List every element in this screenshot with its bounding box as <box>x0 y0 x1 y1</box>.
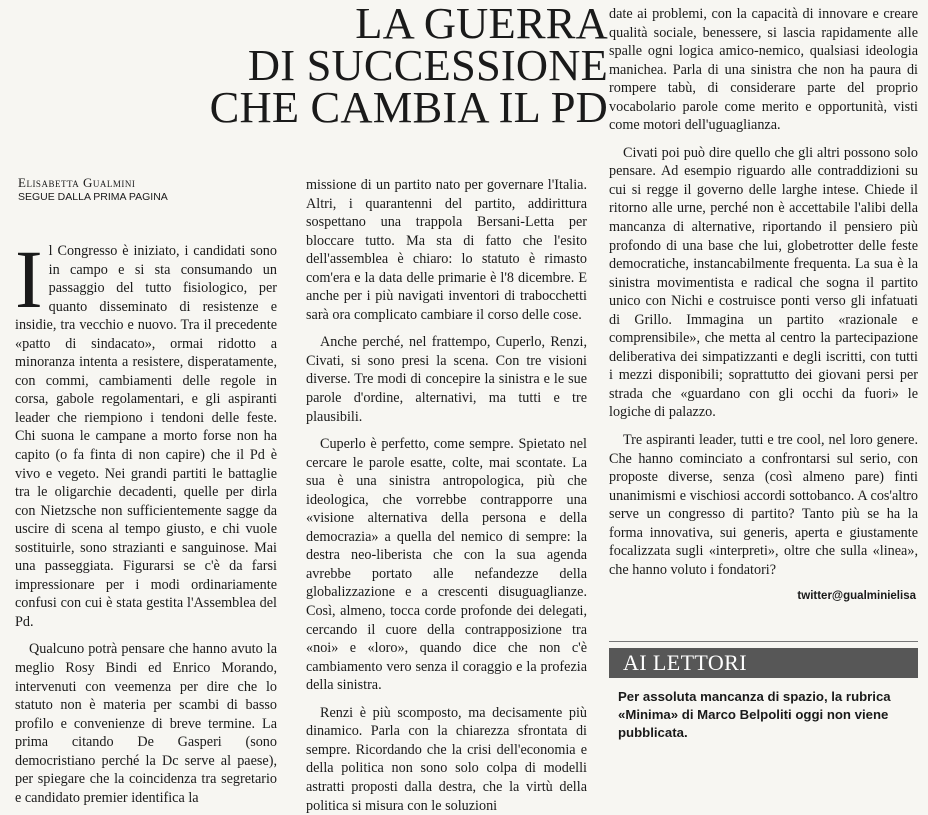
headline-line-2: DI SUCCESSIONE <box>247 40 608 90</box>
headline <box>120 0 608 132</box>
paragraph: Renzi è più scomposto, ma decisamente più dinamico. Parla con la chiarezza sfrontata di sempre. Ricordando che la crisi dell'economia e della politica non sono solo colpa di modelli astratti proposti dalla destra, che la virtù della politica si misura con le soluzioni <box>306 704 587 814</box>
paragraph: date ai problemi, con la capacità di innovare e creare qualità sociale, benessere, si lascia rapidamente alle spalle ogni logica amico-nemico, qualsiasi ideologia manichea. Parla di una sinistra che non ha paura di rompere tabù, di considerare parte del proprio vocabolario parole come merito e opportunità, visti come motori dell'uguaglianza. <box>609 6 918 134</box>
headline-line-3: CHE CAMBIA IL PD <box>209 82 608 132</box>
drop-cap: I <box>15 233 43 325</box>
author-name: Elisabetta Gualmini <box>18 175 136 190</box>
paragraph: Qualcuno potrà pensare che hanno avuto la meglio Rosy Bindi ed Enrico Morando, intervenuti con veemenza per dire che lo statuto non è materia per scambi di basso profilo e convenienze di breve termine. La prima citando De Gasperi (sono democristiano perché la Dc serve al paese), per spiegare che la coincidenza tra segretario e candidato premier identifica la <box>15 641 277 806</box>
divider <box>609 641 918 642</box>
continued-from-front-page: SEGUE DALLA PRIMA PAGINA <box>18 191 168 203</box>
notice-text: Per assoluta mancanza di spazio, la rubrica «Minima» di Marco Belpoliti oggi non viene pubblicata. <box>618 689 891 740</box>
notice-header <box>609 648 918 678</box>
headline-line-1: LA GUERRA <box>355 0 608 48</box>
paragraph: Tre aspiranti leader, tutti e tre cool, nel loro genere. Che hanno cominciato a confrontarsi sul serio, con proposte diverse, senza (così almeno pare) finti unanimismi e vischiosi accordi sottobanco. A cos'altro serve un congresso di partito? Tanto più se ha la forma innovativa, sui generis, aperta e giustamente focalizzata sugli «interpreti», oltre che sulla «linea», che hanno voluto i fondatori? <box>609 432 918 578</box>
paragraph: missione di un partito nato per governare l'Italia. Altri, i quarantenni del partito, addirittura sospettano una trappola Bersani-Letta per bloccare tutto. Ma sta di fatto che l'esito dell'assemblea è chiaro: lo statuto è rimasto com'era e la data delle primarie è l'8 dicembre. E anche per i più navigati inventori di trabocchetti sarà ora complicato cambiare il corso delle cose. <box>306 177 587 323</box>
article-column-1 <box>15 233 277 807</box>
byline <box>18 175 268 204</box>
paragraph-text: l Congresso è iniziato, i candidati sono in campo e si sta consumando un passaggio del tutto fisiologico, per quanto disseminato di resistenze e insidie, tra vecchio e nuovo. Tra il precedente «patto di sindacato», ormai ridotto a minoranza intenta a resistere, disperatamente, con commi, cambiamenti delle regole in corsa, gabole regolamentari, e gli aspiranti leader che riempiono i tendoni delle feste. Chi suona le campane a morto forse non ha capito (o fa finta di non capire) che il Pd è vivo e vegeto. Nei grandi partiti le battaglie tra le oligarchie decadenti, quelle per dirla con Nietzsche non sufficientemente sagge da uscire di scena al tempo giusto, e chi vuole sostituirle, sono strazianti e sanguinose. Mai una passeggiata. Figurarsi se c'è da farsi impressionare per i modi ordinariamente confusi con cui è stata gestita l'Assemblea del Pd. <box>15 243 277 630</box>
paragraph <box>15 233 277 631</box>
paragraph: Civati poi può dire quello che gli altri possono solo pensare. Ad esempio riguardo alle contraddizioni su cui si regge il governo delle larghe intese. Chiede il ritorno alle urne, perché non è accettabile l'alibi della mancanza di alternative, riportando il pensiero più profondo di una base che lui, globetrotter delle feste democratiche, instancabilmente frequenta. La sua è la sinistra movimentista e radical che sogna il partito unico con Nichi e costruisce ponti verso gli infatuati di Grillo. Immagina un partito «razionale e comprensibile», che metta al centro la partecipazione deliberativa dei simpatizzanti e degli iscritti, con tutti i mezzi disponibili; soprattutto dei giovani persi per strada che «guardano con gli occhi da fuori» le logiche di palazzo. <box>609 144 918 421</box>
notice-title: AI LETTORI <box>623 650 747 675</box>
article-column-2 <box>306 176 587 815</box>
article-column-3 <box>609 5 918 579</box>
paragraph: Cuperlo è perfetto, come sempre. Spietato nel cercare le parole esatte, colte, mai scontate. La sua è una sinistra antropologica, più che ideologica, che vorrebbe contrapporre una «visione alternativa della persona e della democrazia» a quella del nemico di sempre: la destra neo-liberista che con la sua agenda avrebbe portato alle nefandezze della globalizzazione e a crescenti disuguaglianze. Così, almeno, tocca corde profonde dei delegati, cercando il cuore della contrapposizione tra «noi» e «loro», quando dice che non c'è cambiamento vero senza il coraggio e la profezia della sinistra. <box>306 436 587 694</box>
author-twitter-handle: twitter@gualminielisa <box>797 590 916 602</box>
paragraph: Anche perché, nel frattempo, Cuperlo, Renzi, Civati, si sono presi la scena. Con tre visioni diverse. Tre modi di concepire la sinistra e le sue parole d'ordine, alternativi, ma tutti e tre plausibili. <box>306 334 587 425</box>
